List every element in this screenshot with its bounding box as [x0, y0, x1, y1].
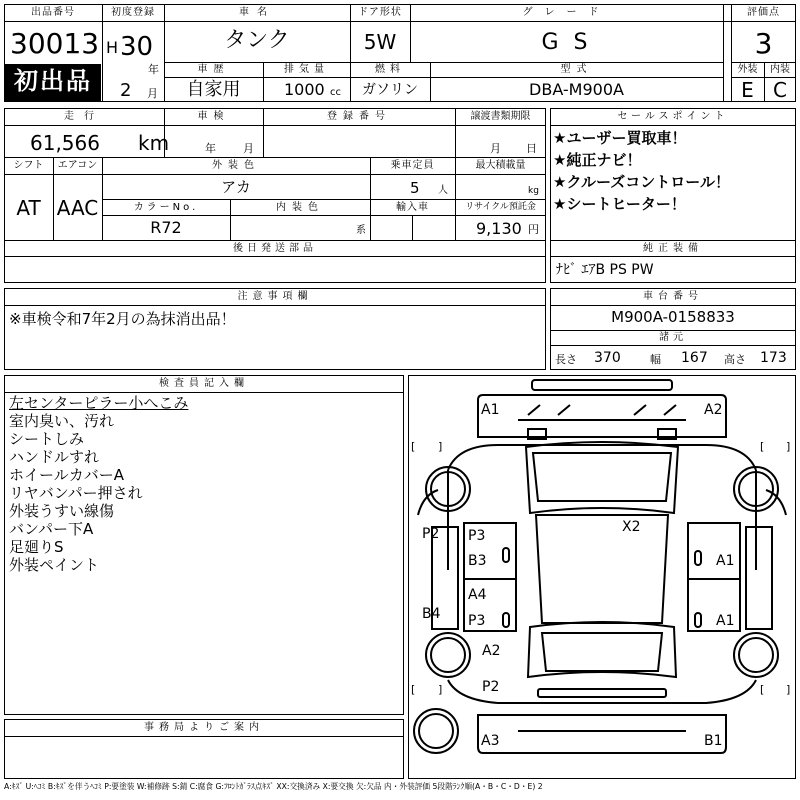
inspector-item-7: 外装うすい線傷 [9, 502, 115, 520]
inspector-item-10: 外装ペイント [9, 556, 100, 574]
import-label: 輸入車 [396, 202, 429, 213]
transfer-label: 譲渡書類期限 [470, 111, 531, 122]
aircon-label: エアコン [57, 160, 98, 171]
notes-label: 注意事項欄 [237, 291, 313, 302]
first-reg-label: 初度登録 [111, 7, 155, 18]
inspector-item-4: ハンドルすれ [9, 448, 100, 466]
fuel-value: ガソリン [362, 82, 418, 98]
mark-left-lower-panel: B4 [422, 606, 441, 622]
ext-label: 外装 [737, 64, 758, 75]
int-label: 内装 [770, 64, 790, 75]
sales-point-3: ★クルーズコントロール！ [553, 173, 730, 191]
chassis-label: 車台番号 [643, 291, 703, 302]
first-reg-month: 2 [120, 80, 132, 101]
mark-rear-bumper-left: A3 [481, 733, 500, 749]
lot-label: 出品番号 [31, 7, 75, 18]
mark-front-left: A1 [481, 402, 500, 418]
car-name-label: 車名 [239, 7, 275, 18]
inspector-item-5: ホイールカバーA [9, 466, 124, 484]
score-label: 評価点 [747, 7, 780, 18]
svg-text:]: ] [438, 683, 443, 696]
inspection-year-unit: 年 [205, 142, 216, 155]
mark-left-rear-door-2: P3 [468, 613, 486, 629]
grade-label: グレード [522, 7, 611, 18]
ext-value: E [741, 78, 754, 102]
svg-text:[: [ [411, 683, 416, 696]
genuine-value: ﾅﾋﾞ ｴｱB PS PW [556, 262, 654, 278]
dims-label: 諸元 [659, 332, 687, 343]
history-value: 自家用 [186, 79, 241, 100]
inspection-label: 車検 [197, 111, 230, 122]
ext-color-label: 外装色 [212, 160, 260, 171]
doors-label: ドア形状 [358, 7, 402, 18]
inspector-item-2: 室内臭い、汚れ [9, 412, 115, 430]
displacement-label: 排気量 [284, 64, 329, 75]
first-reg-year: 30 [120, 32, 154, 62]
mark-rear-bumper-right: B1 [704, 733, 723, 749]
mark-left-front-door-2: B3 [468, 553, 487, 569]
first-listing-text: 初出品 [14, 67, 92, 95]
max-load-unit: kg [528, 186, 539, 196]
inspector-item-9: 足廻りS [9, 538, 64, 556]
mark-rear-left-1: A2 [482, 643, 501, 659]
int-color-label: 内装色 [276, 202, 324, 213]
transfer-day-unit: 日 [526, 142, 537, 155]
recycle-label: リサイクル預託金 [465, 202, 536, 212]
first-reg-month-unit: 月 [147, 87, 158, 100]
mark-rear-left-2: P2 [482, 679, 500, 695]
lot-number: 30013 [10, 27, 100, 60]
sales-point-4: ★シートヒーター！ [553, 195, 686, 213]
inspector-item-3: シートしみ [9, 430, 85, 448]
displacement-value: 1000 [284, 80, 325, 99]
svg-text:[: [ [411, 440, 416, 453]
first-reg-year-unit: 年 [148, 63, 159, 76]
mark-right-rear-door: A1 [716, 613, 735, 629]
mark-left-side-panel: P2 [422, 526, 440, 542]
model-value: DBA-M900A [529, 80, 624, 99]
height-value: 173 [760, 350, 787, 366]
chassis-value: M900A-0158833 [611, 308, 735, 326]
capacity-label: 乗車定員 [390, 160, 435, 171]
office-label: 事務局よりご案内 [144, 722, 264, 733]
color-no-value: R72 [150, 218, 182, 237]
mark-right-front-door: A1 [716, 553, 735, 569]
inspector-item-1: 左センターピラー小へこみ [9, 394, 189, 412]
inspection-month-unit: 月 [243, 142, 254, 155]
ext-color-value: アカ [221, 178, 251, 196]
mileage-label: 走行 [64, 111, 104, 122]
inspector-label: 検査員記入欄 [159, 378, 249, 389]
mileage-value: 61,566 [30, 131, 100, 155]
capacity-value: 5 [410, 179, 420, 197]
height-label: 高さ [724, 353, 746, 366]
svg-text:[: [ [760, 440, 765, 453]
length-value: 370 [594, 350, 621, 366]
later-parts-label: 後日発送部品 [233, 243, 317, 254]
model-label: 型式 [560, 64, 593, 75]
sales-points-label: セールスポイント [617, 111, 729, 122]
width-label: 幅 [650, 353, 661, 366]
capacity-unit: 人 [438, 185, 448, 196]
car-name: タンク [224, 28, 290, 53]
genuine-label: 純正装備 [643, 243, 703, 254]
mileage-unit: km [138, 131, 170, 155]
car-diagram [408, 375, 796, 779]
sales-point-2: ★純正ナビ！ [553, 151, 642, 169]
aircon-value: AAC [56, 196, 99, 220]
notes-value: ※車検令和7年2月の為抹消出品！ [9, 310, 236, 328]
width-value: 167 [681, 350, 708, 366]
transfer-month-unit: 月 [490, 142, 501, 155]
mark-left-front-door-1: P3 [468, 528, 486, 544]
recycle-unit: 円 [528, 223, 539, 236]
mark-front-right: A2 [704, 402, 723, 418]
svg-text:[: [ [760, 683, 765, 696]
doors-value: 5W [363, 30, 397, 54]
history-label: 車歴 [197, 64, 230, 75]
svg-text:]: ] [786, 440, 791, 453]
length-label: 長さ [555, 353, 577, 366]
displacement-unit: cc [330, 87, 341, 98]
score-value: 3 [754, 27, 773, 60]
svg-text:]: ] [786, 683, 791, 696]
sales-point-1: ★ユーザー買取車！ [553, 129, 687, 147]
int-value: C [773, 78, 787, 102]
fuel-label: 燃料 [375, 64, 405, 75]
mark-windshield: X2 [622, 519, 641, 535]
inspector-item-8: バンパー下A [9, 520, 94, 538]
recycle-value: 9,130 [476, 219, 522, 238]
shift-label: シフト [13, 160, 44, 171]
svg-text:]: ] [438, 440, 443, 453]
inspector-item-6: リヤバンパー押され [9, 484, 143, 502]
legend-text: A:ｷｽﾞ U:ﾍｺﾐ B:ｷｽﾞを伴うﾍｺﾐ P:要塗装 W:補修跡 S:錆 C:腐食 G:ﾌﾛﾝﾄｶﾞﾗｽ点ｷｽﾞ XX:交換済み X:要交換 欠:欠品 内・外装評価 5段階ﾗﾝｸ順(A・B・C・D・E) 2 [4, 782, 543, 791]
mark-left-rear-door-1: A4 [468, 587, 487, 603]
first-reg-era: H [106, 38, 119, 57]
registration-label: 登録番号 [327, 111, 391, 122]
shift-value: AT [16, 196, 41, 220]
grade-value: G S [541, 30, 592, 55]
max-load-label: 最大積載量 [475, 160, 526, 171]
int-color-unit: 系 [356, 225, 366, 236]
color-no-label: カラーNo. [133, 202, 199, 213]
